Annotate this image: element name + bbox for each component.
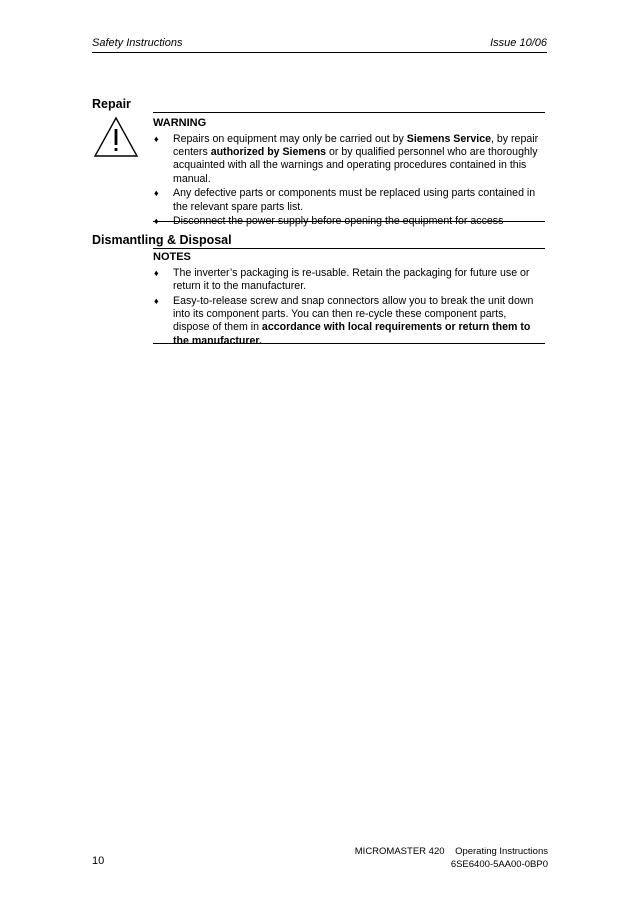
emphasis-text: Siemens Service — [406, 133, 491, 145]
disposal-top-rule — [153, 248, 545, 249]
warning-triangle-icon — [93, 116, 139, 158]
emphasis-text: accordance with local requirements or return them to the manufacturer. — [173, 321, 531, 347]
footer-order-number: 6SE6400-5AA00-0BP0 — [450, 859, 548, 870]
page-number: 10 — [92, 855, 105, 867]
item-text: or by qualified personnel who are thoroughly acquainted with all the warnings and operating procedures contained in this manual. — [173, 146, 538, 185]
warning-heading: WARNING — [153, 117, 207, 129]
item-text: , by repair centers — [173, 133, 539, 159]
item-text: Easy-to-release screw and snap connectors allow you to break the unit down into its component parts. You can then re-cycle these component parts, dispose of them in — [173, 294, 534, 334]
diamond-bullet-icon: ♦ — [154, 134, 159, 144]
list-item — [153, 133, 545, 186]
emphasis-text: authorized by Siemens — [210, 146, 327, 159]
page-header — [92, 37, 547, 53]
footer-product: MICROMASTER 420 Operating Instructions — [354, 846, 548, 857]
item-text: Disconnect the power supply before opening the equipment for access — [173, 215, 504, 228]
footer-product-info — [355, 845, 548, 871]
diamond-bullet-icon: ♦ — [154, 216, 159, 227]
list-item — [153, 295, 545, 348]
diamond-bullet-icon: ♦ — [154, 295, 159, 306]
disposal-bottom-rule — [153, 343, 545, 344]
item-text: Repairs on equipment may only be carried out by — [173, 133, 407, 145]
notes-heading: NOTES — [153, 251, 191, 263]
item-text: Any defective parts or components must be replaced using parts contained in the relevant spare parts list. — [173, 187, 536, 213]
header-section-title: Safety Instructions — [92, 37, 183, 49]
repair-warning-list — [153, 133, 545, 230]
section-title-disposal: Dismantling & Disposal — [92, 233, 232, 247]
item-text: The inverter’s packaging is re-usable. Retain the packaging for future use or return it to the manufacturer. — [173, 267, 530, 293]
disposal-notes-list — [153, 267, 545, 349]
list-item — [153, 187, 545, 213]
repair-top-rule — [153, 112, 545, 113]
diamond-bullet-icon: ♦ — [154, 188, 159, 199]
repair-bottom-rule — [153, 221, 545, 222]
diamond-bullet-icon: ♦ — [154, 268, 159, 278]
section-title-repair: Repair — [92, 97, 131, 111]
list-item — [153, 267, 545, 293]
header-issue: Issue 10/06 — [490, 37, 547, 49]
